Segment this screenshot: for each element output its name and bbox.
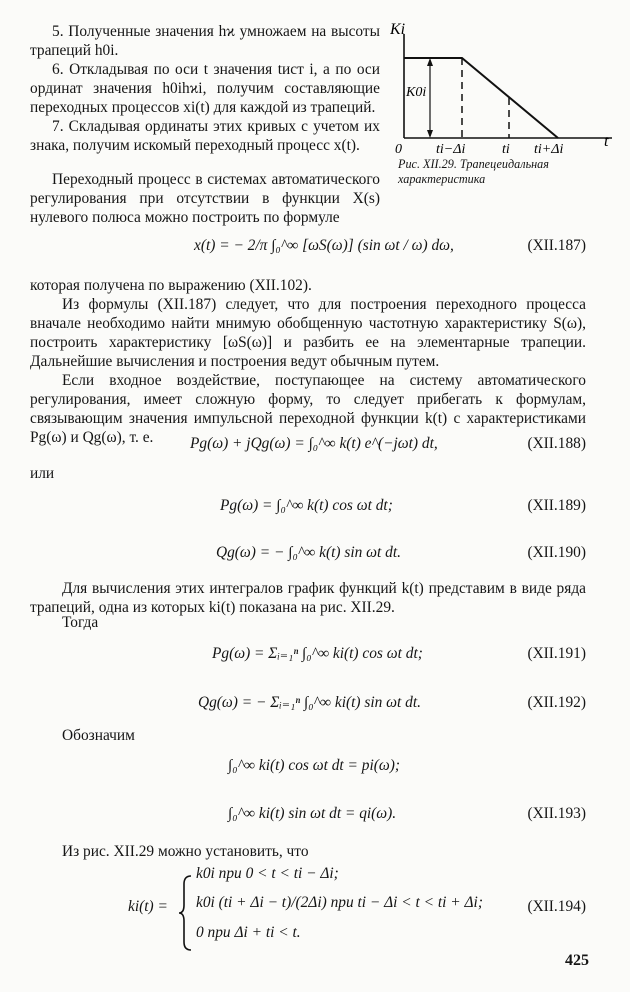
equation-194-lhs: ki(t) = xyxy=(128,898,168,915)
equation-187-number: (XII.187) xyxy=(527,237,586,254)
equation-189-number: (XII.189) xyxy=(527,497,586,514)
equation-193-number: (XII.193) xyxy=(527,805,586,822)
equation-189: Pg(ω) = ∫₀^∞ k(t) cos ωt dt; xyxy=(220,497,393,514)
equation-190-number: (XII.190) xyxy=(527,544,586,561)
step-6: 6. Откладывая по оси t значения tист i, а по оси ординат значения h0ihϰi, получим составляющие переходных процессов xi(t) для каждой из трапеций. xyxy=(30,61,380,116)
equation-191: Pg(ω) = Σᵢ₌₁ⁿ ∫₀^∞ ki(t) cos ωt dt; xyxy=(212,645,423,662)
level-label: K0i xyxy=(406,85,427,100)
axis-y-label: Ki xyxy=(390,21,406,38)
equation-194-case-2: k0i (ti + Δi − t)/(2Δi) при ti − Δi < t < ti + Δi; xyxy=(196,894,483,911)
word-or: или xyxy=(30,465,55,482)
paragraph-figure-ref: Из рис. XII.29 можно установить, что xyxy=(62,843,309,860)
equation-193a: ∫₀^∞ ki(t) cos ωt dt = pi(ω); xyxy=(228,757,400,774)
paragraph-formula: Из формулы (XII.187) следует, что для построения переходного процесса вначале необходимо найти мнимую обобщенную частотную характеристику S(ω), построить характеристику [ωS(ω)] и разбить ее на элементарные трапеции. Дальнейшие вычисления и построения ведут обычным путем. xyxy=(30,296,586,370)
equation-193b: ∫₀^∞ ki(t) sin ωt dt = qi(ω). xyxy=(228,805,397,822)
paragraph-integrals: Для вычисления этих интегралов график функций k(t) представим в виде ряда трапеций, одна из которых ki(t) показана на рис. XII.29. xyxy=(30,580,586,616)
equation-194-number: (XII.194) xyxy=(527,898,586,915)
tick-label-2: ti xyxy=(502,142,510,157)
equation-190: Qg(ω) = − ∫₀^∞ k(t) sin ωt dt. xyxy=(216,544,401,561)
equation-194-case-3: 0 при Δi + ti < t. xyxy=(196,924,301,941)
paragraph-input: Если входное воздействие, поступающее на систему автоматического регулирования, имеет сложную форму, то следует прибегать к формулам, связывающим значения импульсной переходной функции k(t) с характеристиками Pg(ω) и Qg(ω), т. е. xyxy=(30,372,586,446)
step-5: 5. Полученные значения hϰ умножаем на высоты трапеций h0i. xyxy=(30,23,380,59)
axis-x-label: t xyxy=(604,133,609,150)
step-7: 7. Складывая ординаты этих кривых с учетом их знака, получим искомый переходный процесс x(t). xyxy=(30,118,380,154)
figure-caption: Рис. XII.29. Трапецеидальная характеристика xyxy=(398,157,549,186)
trapezoid-figure xyxy=(390,18,620,158)
equation-194-case-1: k0i при 0 < t < ti − Δi; xyxy=(196,865,339,882)
paragraph-transient: Переходный процесс в системах автоматического регулирования при отсутствии в функции X(s) нулевого полюса можно построить по формуле xyxy=(30,171,380,226)
trapezoid-line xyxy=(404,58,558,138)
word-denote: Обозначим xyxy=(62,727,135,744)
tick-label-1: ti−Δi xyxy=(436,142,466,157)
arrow-down-icon xyxy=(427,130,433,138)
equation-187: x(t) = − 2/π ∫₀^∞ [ωS(ω)] (sin ωt / ω) dω, xyxy=(194,237,454,254)
paragraph-derived: которая получена по выражению (XII.102). xyxy=(30,277,312,294)
equation-192-number: (XII.192) xyxy=(527,694,586,711)
page-number: 425 xyxy=(565,952,589,969)
equation-188: Pg(ω) + jQg(ω) = ∫₀^∞ k(t) e^(−jωt) dt, xyxy=(190,435,438,452)
equation-191-number: (XII.191) xyxy=(527,645,586,662)
equation-192: Qg(ω) = − Σᵢ₌₁ⁿ ∫₀^∞ ki(t) sin ωt dt. xyxy=(198,694,421,711)
word-then: Тогда xyxy=(62,614,99,631)
arrow-up-icon xyxy=(427,58,433,66)
equation-188-number: (XII.188) xyxy=(527,435,586,452)
left-brace-icon xyxy=(178,874,194,952)
tick-label-3: ti+Δi xyxy=(534,142,564,157)
origin-label: 0 xyxy=(395,142,402,157)
